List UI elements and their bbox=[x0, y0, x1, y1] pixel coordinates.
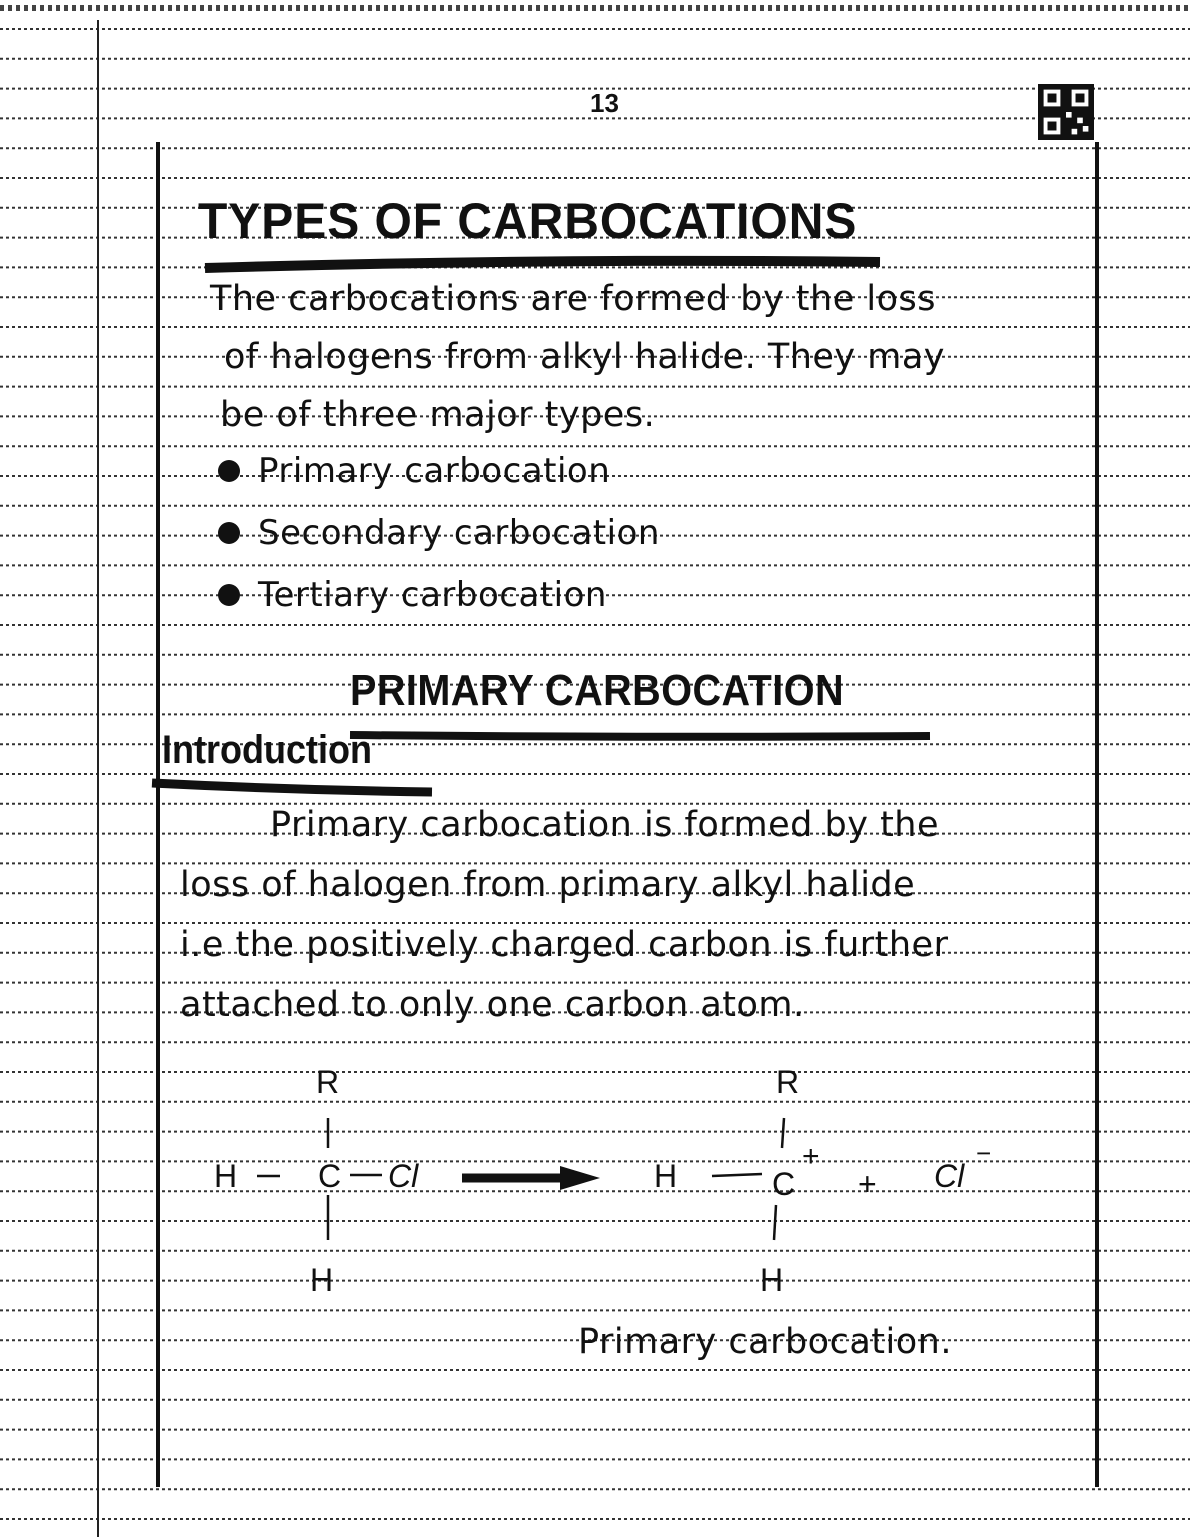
paragraph-line: The carbocations are formed by the loss bbox=[210, 279, 936, 319]
bullet-icon bbox=[218, 460, 240, 482]
bullet-icon bbox=[218, 522, 240, 544]
reactant-h-left: H bbox=[214, 1158, 238, 1194]
reactant-carbon: C bbox=[318, 1158, 342, 1194]
paragraph-line: loss of halogen from primary alkyl halide bbox=[180, 865, 916, 905]
reactant-h-bottom: H bbox=[310, 1262, 334, 1298]
product-carbon: C bbox=[772, 1166, 796, 1202]
page-number: 13 bbox=[590, 88, 619, 118]
product-positive-charge: + bbox=[802, 1140, 820, 1173]
subheading-introduction: Introduction bbox=[162, 728, 372, 772]
paragraph-line: attached to only one carbon atom. bbox=[180, 985, 805, 1025]
paragraph-line: of halogens from alkyl halide. They may bbox=[224, 337, 946, 377]
list-item: Primary carbocation bbox=[218, 440, 660, 502]
product-h-left: H bbox=[654, 1158, 678, 1194]
chloride-charge: − bbox=[976, 1138, 992, 1168]
section-title-primary: PRIMARY CARBOCATION bbox=[350, 666, 845, 715]
reactant-r-group: R bbox=[316, 1064, 340, 1100]
carbocation-types-list bbox=[218, 440, 660, 626]
plus-sign: + bbox=[858, 1166, 877, 1202]
reaction-arrow bbox=[462, 1166, 600, 1190]
product-r-group: R bbox=[776, 1064, 800, 1100]
list-item: Secondary carbocation bbox=[218, 502, 660, 564]
paragraph-line: be of three major types. bbox=[220, 395, 656, 435]
paragraph-line: i.e the positively charged carbon is further bbox=[180, 925, 949, 965]
product-h-bottom: H bbox=[760, 1262, 784, 1298]
bullet-icon bbox=[218, 584, 240, 606]
primary-paragraph bbox=[180, 795, 1090, 1035]
qr-code-icon bbox=[1038, 84, 1094, 140]
reaction-caption: Primary carbocation. bbox=[578, 1322, 952, 1362]
list-item: Tertiary carbocation bbox=[218, 564, 660, 626]
chloride-ion: Cl bbox=[934, 1158, 965, 1194]
paragraph-line: Primary carbocation is formed by the bbox=[270, 805, 940, 845]
intro-paragraph bbox=[210, 270, 1070, 444]
section-title-types: TYPES OF CARBOCATIONS bbox=[198, 193, 858, 249]
reactant-chlorine: Cl bbox=[388, 1158, 419, 1194]
